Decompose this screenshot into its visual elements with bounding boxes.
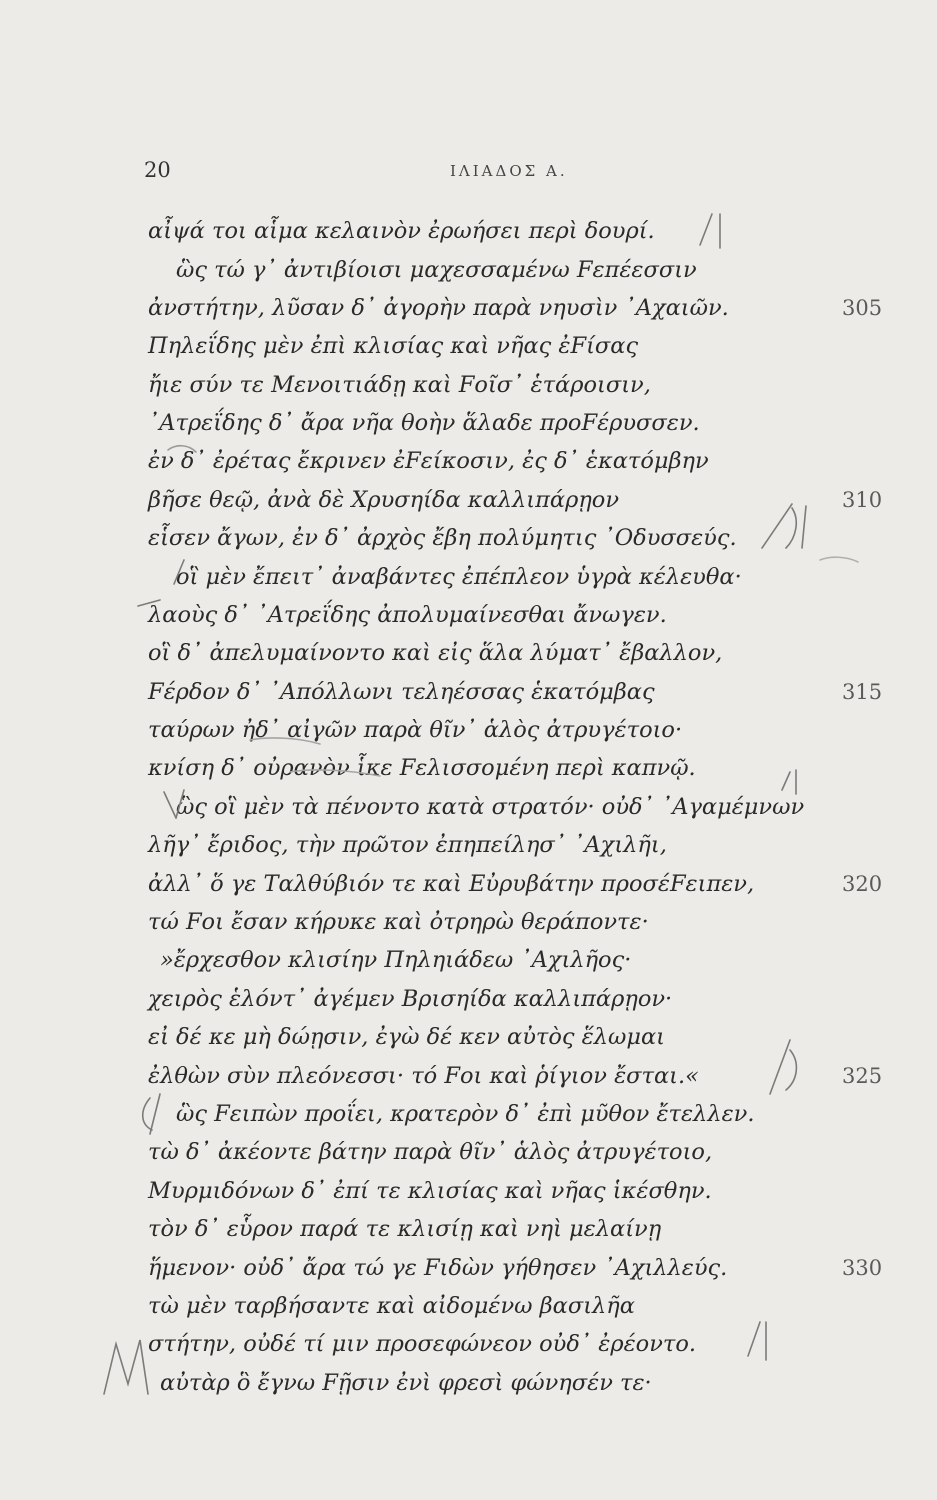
verse-line: ἀλλ᾽ ὅ γε Ταλθύβιόν τε καὶ Εὐρυβάτην προσέFειπεν, — [148, 871, 755, 897]
verse-line: ᾿Ατρεΐδης δ᾽ ἄρα νῆα θοὴν ἅλαδε προFέρυσσεν. — [148, 410, 700, 436]
verse-line: ἀνστήτην, λῦσαν δ᾽ ἀγορὴν παρὰ νηυσὶν ᾿Αχαιῶν. — [148, 295, 729, 321]
pencil-slash-mark — [762, 504, 792, 548]
verse-line: στήτην, οὐδέ τί μιν προσεφώνεον οὐδ᾽ ἐρέοντο. — [148, 1331, 697, 1357]
verse-line: »ἔρχεσθον κλισίην Πηληιάδεω ᾿Αχιλῆος· — [160, 947, 632, 973]
verse-line: τὸν δ᾽ εὗρον παρά τε κλισίῃ καὶ νηὶ μελαίνῃ — [148, 1216, 662, 1242]
verse-line: οἳ μὲν ἔπειτ᾽ ἀναβάντες ἐπέπλεον ὑγρὰ κέλευθα· — [176, 564, 742, 590]
line-number: 310 — [842, 488, 883, 512]
verse-line: αὐτὰρ ὃ ἔγνω Fῇσιν ἐνὶ φρεσὶ φώνησέν τε· — [160, 1370, 652, 1396]
line-number: 330 — [842, 1256, 883, 1280]
line-number: 320 — [842, 872, 883, 896]
page-number: 20 — [144, 158, 171, 182]
verse-line: εἰ δέ κε μὴ δώῃσιν, ἐγὼ δέ κεν αὐτὸς ἕλωμαι — [148, 1024, 665, 1050]
verse-line: αἶψά τοι αἷμα κελαινὸν ἐρωήσει περὶ δουρί. — [148, 218, 655, 244]
page-header — [140, 158, 760, 188]
running-title: ΙΛΙΑΔΟΣ Α. — [450, 162, 568, 180]
verse-line: τώ Fοι ἔσαν κήρυκε καὶ ὀτρηρὼ θεράποντε· — [148, 909, 649, 935]
pencil-slash-mark — [770, 1040, 790, 1094]
verse-line: εἷσεν ἄγων, ἐν δ᾽ ἀρχὸς ἔβη πολύμητις ᾿Οδυσσεύς. — [148, 525, 737, 551]
verse-line: οἳ δ᾽ ἀπελυμαίνοντο καὶ εἰς ἅλα λύματ᾽ ἔβαλλον, — [148, 640, 723, 666]
verse-line: ταύρων ἠδ᾽ αἰγῶν παρὰ θῖν᾽ ἁλὸς ἀτρυγέτοιο· — [148, 717, 683, 743]
verse-line: ἐν δ᾽ ἐρέτας ἔκρινεν ἐFείκοσιν, ἐς δ᾽ ἑκατόμβην — [148, 448, 709, 474]
verse-line: Μυρμιδόνων δ᾽ ἐπί τε κλισίας καὶ νῆας ἱκέσθην. — [148, 1178, 712, 1204]
verse-line: τὼ δ᾽ ἀκέοντε βάτην παρὰ θῖν᾽ ἁλὸς ἀτρυγέτοιο, — [148, 1139, 713, 1165]
line-number: 305 — [842, 296, 883, 320]
verse-line: Πηλεΐδης μὲν ἐπὶ κλισίας καὶ νῆας ἐFίσας — [148, 333, 639, 359]
pencil-margin-letter — [104, 1340, 148, 1394]
verse-line: ἤιε σύν τε Μενοιτιάδῃ καὶ Fοῖσ᾽ ἑτάροισιν, — [148, 372, 651, 398]
verse-line: ὣς Fειπὼν προΐει, κρατερὸν δ᾽ ἐπὶ μῦθον ἔτελλεν. — [176, 1101, 755, 1127]
verse-line: ὣς τώ γ᾽ ἀντιβίοισι μαχεσσαμένω Fεπέεσσιν — [176, 257, 697, 283]
verse-line: ὣς οἳ μὲν τὰ πένοντο κατὰ στρατόν· οὐδ᾽ ᾿Αγαμέμνων — [176, 794, 805, 820]
verse-line: κνίση δ᾽ οὐρανὸν ἷκε Fελισσομένη περὶ καπνῷ. — [148, 755, 696, 781]
verse-line: λῆγ᾽ ἔριδος, τὴν πρῶτον ἐπηπείλησ᾽ ᾿Αχιλῆι, — [148, 832, 667, 858]
line-number: 315 — [842, 680, 883, 704]
pencil-slash-mark — [700, 214, 712, 245]
verse-line: ἐλθὼν σὺν πλεόνεσσι· τό Fοι καὶ ῥίγιον ἔσται.« — [148, 1063, 699, 1089]
line-number: 325 — [842, 1064, 883, 1088]
verse-line: βῆσε θεῷ, ἀνὰ δὲ Χρυσηίδα καλλιπάρῃον — [148, 487, 620, 513]
verse-line: Fέρδον δ᾽ ᾿Απόλλωνι τεληέσσας ἑκατόμβας — [148, 679, 655, 705]
verse-line: τὼ μὲν ταρβήσαντε καὶ αἰδομένω βασιλῆα — [148, 1293, 635, 1319]
verse-line: ἥμενον· οὐδ᾽ ἄρα τώ γε Fιδὼν γήθησεν ᾿Αχιλλεύς. — [148, 1255, 728, 1281]
verse-line: λαοὺς δ᾽ ᾿Ατρεΐδης ἀπολυμαίνεσθαι ἄνωγεν. — [148, 602, 667, 628]
verse-line: χειρὸς ἑλόντ᾽ ἀγέμεν Βρισηίδα καλλιπάρῃον· — [148, 986, 673, 1012]
